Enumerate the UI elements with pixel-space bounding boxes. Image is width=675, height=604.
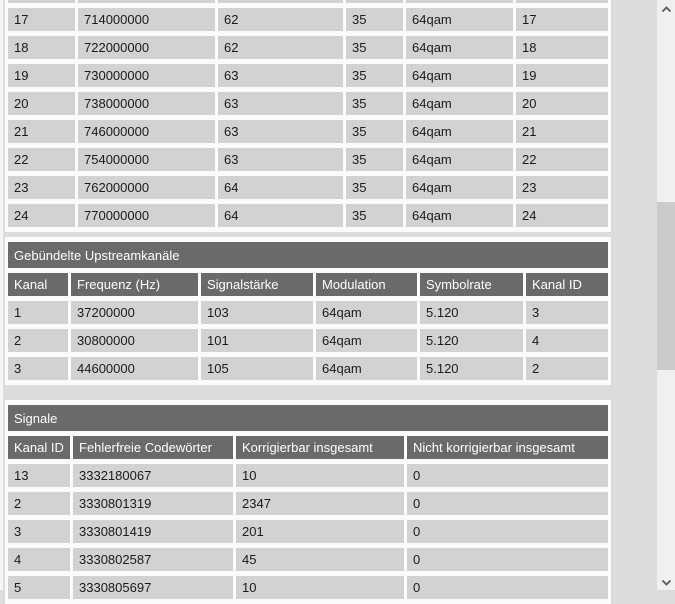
table-row [8,357,608,380]
table-cell: 1 [8,301,68,324]
table-cell: 22 [516,148,608,171]
table-cell: 64 [218,204,343,227]
column-header: Signalstärke [201,273,313,296]
table-cell: 3330805697 [73,576,233,599]
table-cell: 64qam [406,36,513,59]
table-cell: 3 [526,301,608,324]
table-header-row [8,436,608,459]
table-cell: 4 [526,329,608,352]
table-cell: 201 [236,520,404,543]
table-cell: 35 [346,64,403,87]
table-title: Signale [8,405,608,431]
table-cell: 64qam [406,92,513,115]
table-cell: 64 [218,176,343,199]
table-cell: 19 [516,64,608,87]
scrollbar-thumb[interactable] [657,202,675,370]
table-cell: 3332180067 [73,464,233,487]
window-left-border [0,0,3,590]
table-cell: 738000000 [78,92,215,115]
table-cell: 105 [201,357,313,380]
table-cell: 44600000 [71,357,198,380]
table-cell: 0 [407,492,608,515]
table-cell: 35 [346,204,403,227]
table-cell: 5 [8,576,70,599]
table-cell: 45 [236,548,404,571]
table-cell: 63 [218,148,343,171]
table-cell: 22 [8,148,75,171]
table-cell: 746000000 [78,120,215,143]
table-cell: 62 [218,8,343,31]
table-cell: 5.120 [420,357,523,380]
table-cell: 35 [346,148,403,171]
table-cell: 103 [201,301,313,324]
table-row [8,301,608,324]
table-cell: 18 [8,36,75,59]
table-row [8,92,608,115]
table-cell: 101 [201,329,313,352]
table-cell: 62 [218,36,343,59]
table-cell: 35 [346,36,403,59]
page-content [5,0,611,604]
table-cell: 24 [8,204,75,227]
column-header: Symbolrate [420,273,523,296]
column-header: Kanal [8,273,68,296]
table-cell: 64qam [316,329,417,352]
vertical-scrollbar[interactable] [657,0,675,590]
table-row [8,8,608,31]
table-cell: 0 [407,464,608,487]
table-cell: 35 [346,8,403,31]
table-cell: 35 [346,92,403,115]
table-row [8,148,608,171]
upstream-channels-table [5,237,611,385]
table-cell [78,0,215,3]
column-header: Frequenz (Hz) [71,273,198,296]
table-row [8,64,608,87]
table-cell: 19 [8,64,75,87]
column-header: Kanal ID [8,436,70,459]
table-row [8,576,608,599]
column-header: Korrigierbar insgesamt [236,436,404,459]
table-row-partial [8,0,608,3]
table-cell: 20 [516,92,608,115]
table-cell: 23 [516,176,608,199]
table-cell [406,0,513,3]
table-cell: 0 [407,520,608,543]
table-cell: 18 [516,36,608,59]
table-cell: 63 [218,64,343,87]
signals-table [5,400,611,604]
table-cell: 35 [346,120,403,143]
table-cell: 21 [8,120,75,143]
chevron-up-icon [661,0,672,18]
table-cell: 30800000 [71,329,198,352]
table-cell: 35 [346,176,403,199]
scroll-down-button[interactable] [657,573,675,590]
table-cell: 17 [8,8,75,31]
table-cell: 0 [407,576,608,599]
table-cell: 3 [8,520,70,543]
table-cell: 10 [236,576,404,599]
table-cell: 37200000 [71,301,198,324]
table-cell: 3330802587 [73,548,233,571]
table-cell [8,0,75,3]
table-row [8,36,608,59]
chevron-down-icon [661,573,672,591]
table-row [8,176,608,199]
table-cell: 762000000 [78,176,215,199]
table-cell: 64qam [406,204,513,227]
table-cell: 730000000 [78,64,215,87]
table-cell: 24 [516,204,608,227]
table-cell: 5.120 [420,301,523,324]
table-cell: 4 [8,548,70,571]
table-cell: 3330801419 [73,520,233,543]
table-cell: 64qam [406,148,513,171]
table-cell: 64qam [406,120,513,143]
table-row [8,492,608,515]
table-cell: 20 [8,92,75,115]
table-cell: 64qam [406,64,513,87]
scroll-up-button[interactable] [657,0,675,17]
table-cell: 63 [218,120,343,143]
table-cell: 2347 [236,492,404,515]
table-cell: 2 [8,329,68,352]
table-cell: 17 [516,8,608,31]
column-header: Fehlerfreie Codewörter [73,436,233,459]
table-row [8,464,608,487]
table-cell: 0 [407,548,608,571]
column-header: Kanal ID [526,273,608,296]
table-header-row [8,273,608,296]
table-row [8,520,608,543]
table-cell: 754000000 [78,148,215,171]
table-cell: 21 [516,120,608,143]
table-cell: 3 [8,357,68,380]
table-cell: 5.120 [420,329,523,352]
table-cell: 64qam [316,357,417,380]
table-cell: 722000000 [78,36,215,59]
column-header: Nicht korrigierbar insgesamt [407,436,608,459]
table-cell [346,0,403,3]
table-cell [516,0,608,3]
table-title-row [8,242,608,268]
table-cell: 64qam [406,8,513,31]
table-cell [218,0,343,3]
table-row [8,120,608,143]
table-cell: 770000000 [78,204,215,227]
table-cell: 3330801319 [73,492,233,515]
column-header: Modulation [316,273,417,296]
table-title: Gebündelte Upstreamkanäle [8,242,608,268]
table-row [8,548,608,571]
table-row [8,329,608,352]
table-cell: 63 [218,92,343,115]
table-cell: 64qam [406,176,513,199]
table-cell: 714000000 [78,8,215,31]
table-cell: 64qam [316,301,417,324]
table-row [8,204,608,227]
table-title-row [8,405,608,431]
table-cell: 10 [236,464,404,487]
table-cell: 23 [8,176,75,199]
downstream-channels-table [5,0,611,232]
table-cell: 13 [8,464,70,487]
table-cell: 2 [526,357,608,380]
table-cell: 2 [8,492,70,515]
